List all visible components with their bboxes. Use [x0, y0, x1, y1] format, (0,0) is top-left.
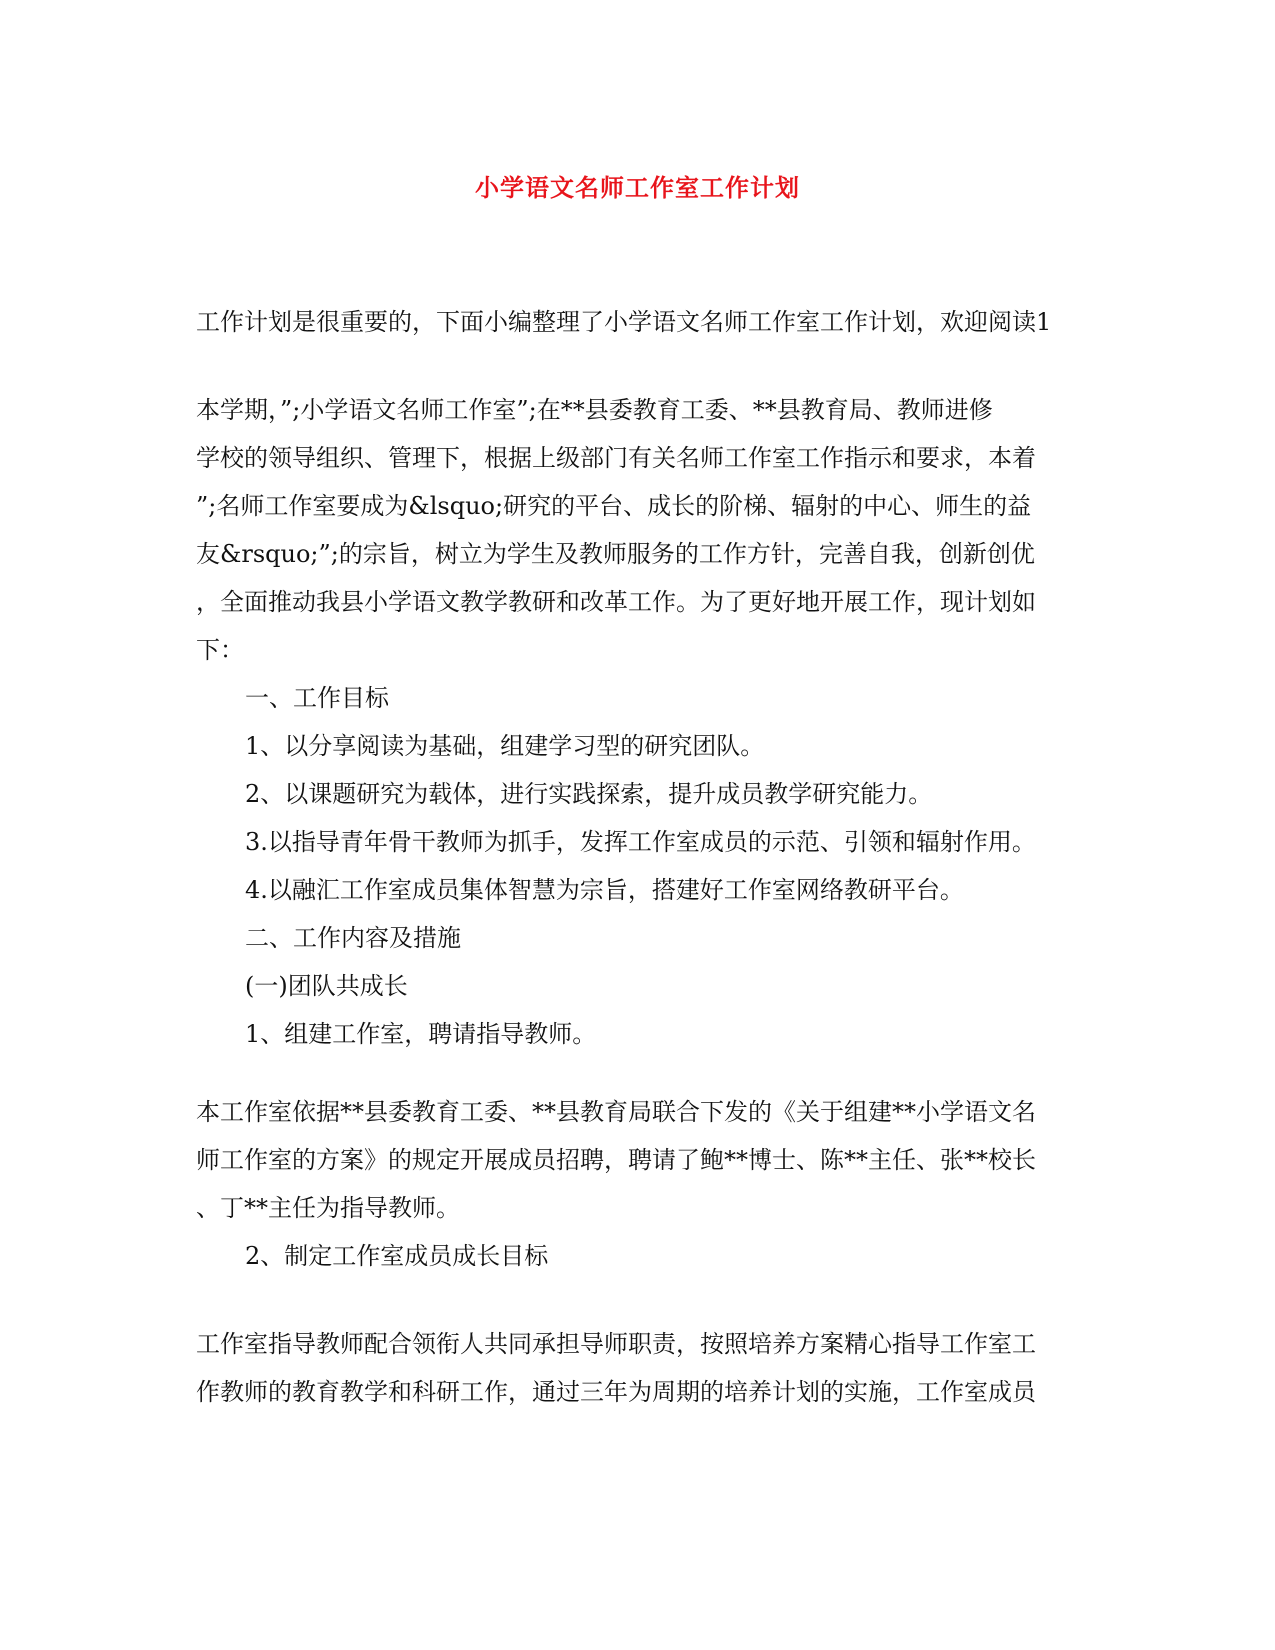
paragraph-line: ，全面推动我县小学语文教学教研和改革工作。为了更好地开展工作，现计划如 — [196, 588, 1036, 616]
intro-line: 工作计划是很重要的，下面小编整理了小学语文名师工作室工作计划，欢迎阅读1 — [196, 308, 1052, 336]
subsection-heading: (一)团队共成长 — [245, 972, 408, 1000]
item-heading: 1、组建工作室，聘请指导教师。 — [245, 1020, 597, 1048]
paragraph-line: 友&rsquo;”;的宗旨，树立为学生及教师服务的工作方针，完善自我，创新创优 — [196, 540, 1035, 568]
paragraph-line: 下： — [196, 636, 244, 664]
paragraph-line: 、丁**主任为指导教师。 — [196, 1194, 460, 1222]
section-heading-content: 二、工作内容及措施 — [245, 924, 461, 952]
paragraph-2 — [196, 1088, 1076, 1280]
goal-item: 3.以指导青年骨干教师为抓手，发挥工作室成员的示范、引领和辐射作用。 — [245, 828, 1036, 856]
paragraph-line: 师工作室的方案》的规定开展成员招聘，聘请了鲍**博士、陈**主任、张**校长 — [196, 1146, 1036, 1174]
goal-item: 4.以融汇工作室成员集体智慧为宗旨，搭建好工作室网络教研平台。 — [245, 876, 964, 904]
goal-item: 1、以分享阅读为基础，组建学习型的研究团队。 — [245, 732, 765, 760]
paragraph-3 — [196, 1320, 1076, 1416]
goal-item: 2、以课题研究为载体，进行实践探索，提升成员教学研究能力。 — [245, 780, 933, 808]
paragraph-line: 工作室指导教师配合领衔人共同承担导师职责，按照培养方案精心指导工作室工 — [196, 1330, 1036, 1358]
paragraph-line: 本学期，”;小学语文名师工作室”;在**县委教育工委、**县教育局、教师进修 — [196, 396, 993, 424]
intro-paragraph — [196, 298, 1076, 346]
section-heading-goals: 一、工作目标 — [245, 684, 389, 712]
paragraph-line: 本工作室依据**县委教育工委、**县教育局联合下发的《关于组建**小学语文名 — [196, 1098, 1036, 1126]
paragraph-1 — [196, 386, 1076, 1058]
paragraph-line: 作教师的教育教学和科研工作，通过三年为周期的培养计划的实施，工作室成员 — [196, 1378, 1036, 1406]
paragraph-line: 学校的领导组织、管理下，根据上级部门有关名师工作室工作指示和要求，本着 — [196, 444, 1036, 472]
document-title: 小学语文名师工作室工作计划 — [475, 173, 800, 202]
item-heading: 2、制定工作室成员成长目标 — [245, 1242, 549, 1270]
paragraph-line: ”;名师工作室要成为&lsquo;研究的平台、成长的阶梯、辐射的中心、师生的益 — [196, 492, 1032, 520]
